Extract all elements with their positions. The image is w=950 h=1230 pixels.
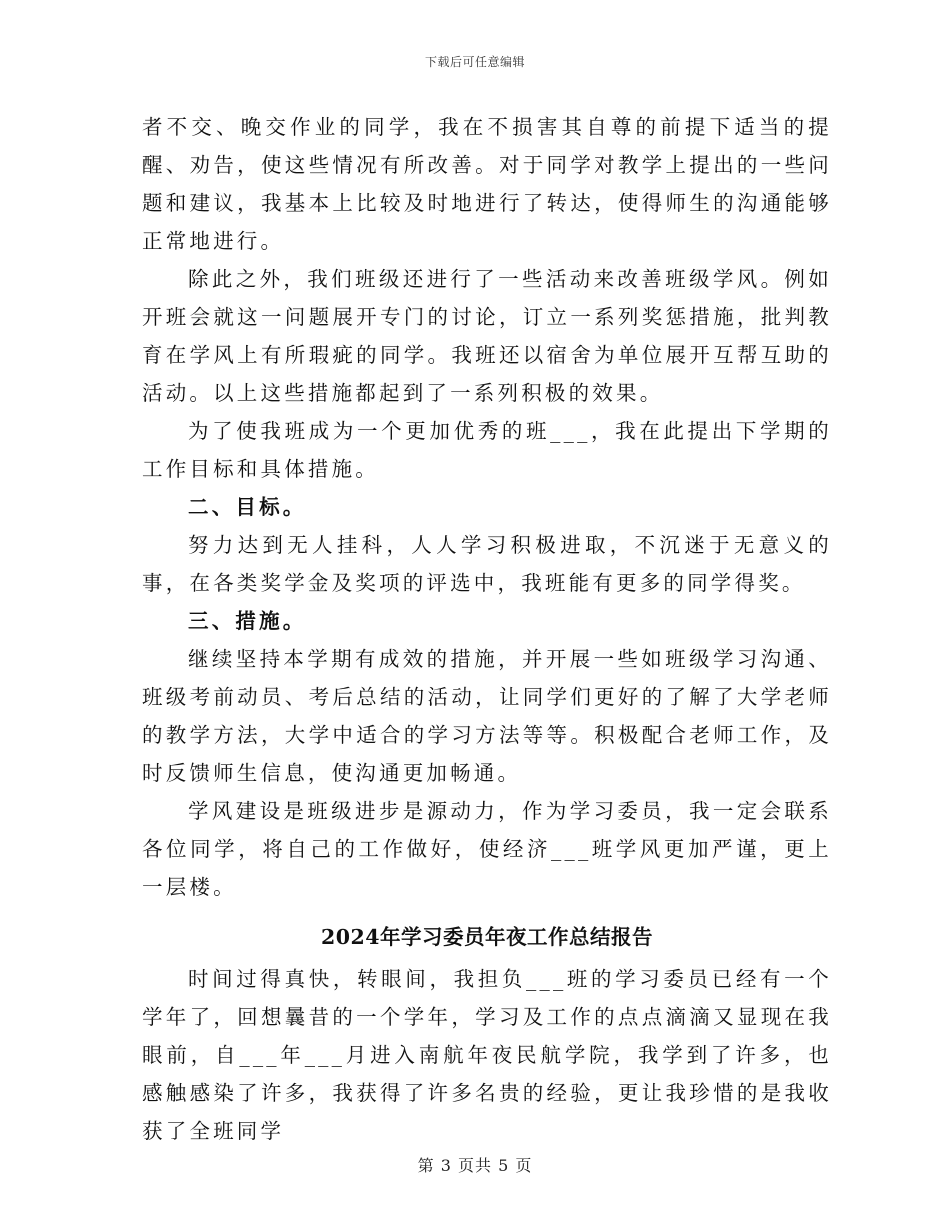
page-footer: 第 3 页共 5 页 bbox=[417, 1156, 533, 1175]
section-heading-goals: 二、目标。 bbox=[188, 495, 307, 519]
section-heading-measures: 三、措施。 bbox=[188, 609, 307, 633]
document-body bbox=[142, 108, 832, 1150]
paragraph-1: 者不交、晚交作业的同学，我在不损害其自尊的前提下适当的提醒、劝告，使这些情况有所改善。对于同学对教学上提出的一些问题和建议，我基本上比较及时地进行了转达，使得师生的沟通能够正常地进行。 bbox=[142, 115, 832, 253]
paragraph-report-intro: 时间过得真快，转眼间，我担负___班的学习委员已经有一个学年了，回想曩昔的一个学年，学习及工作的点点滴滴又显现在我眼前，自___年___月进入南航年夜民航学院，我学到了许多，也感触感染了许多，我获得了许多名贵的经验，更让我珍惜的是我收获了全班同学 bbox=[142, 967, 832, 1143]
paragraph-2: 除此之外，我们班级还进行了一些活动来改善班级学风。例如开班会就这一问题展开专门的讨论，订立一系列奖惩措施，批判教育在学风上有所瑕疵的同学。我班还以宿舍为单位展开互帮互助的活动。以上这些措施都起到了一系列积极的效果。 bbox=[142, 267, 832, 405]
paragraph-measures: 继续坚持本学期有成效的措施，并开展一些如班级学习沟通、班级考前动员、考后总结的活动，让同学们更好的了解了大学老师的教学方法，大学中适合的学习方法等等。积极配合老师工作，及时反馈师生信息，使沟通更加畅通。 bbox=[142, 647, 832, 785]
paragraph-closing: 学风建设是班级进步是源动力，作为学习委员，我一定会联系各位同学，将自己的工作做好，使经济___班学风更加严谨，更上一层楼。 bbox=[142, 799, 832, 899]
page-header: 下载后可任意编辑 bbox=[424, 55, 525, 69]
paragraph-3: 为了使我班成为一个更加优秀的班___，我在此提出下学期的工作目标和具体措施。 bbox=[142, 419, 832, 481]
report-title: 2024年学习委员年夜工作总结报告 bbox=[320, 925, 654, 949]
paragraph-goals: 努力达到无人挂科，人人学习积极进取，不沉迷于无意义的事，在各类奖学金及奖项的评选中，我班能有更多的同学得奖。 bbox=[142, 533, 832, 595]
